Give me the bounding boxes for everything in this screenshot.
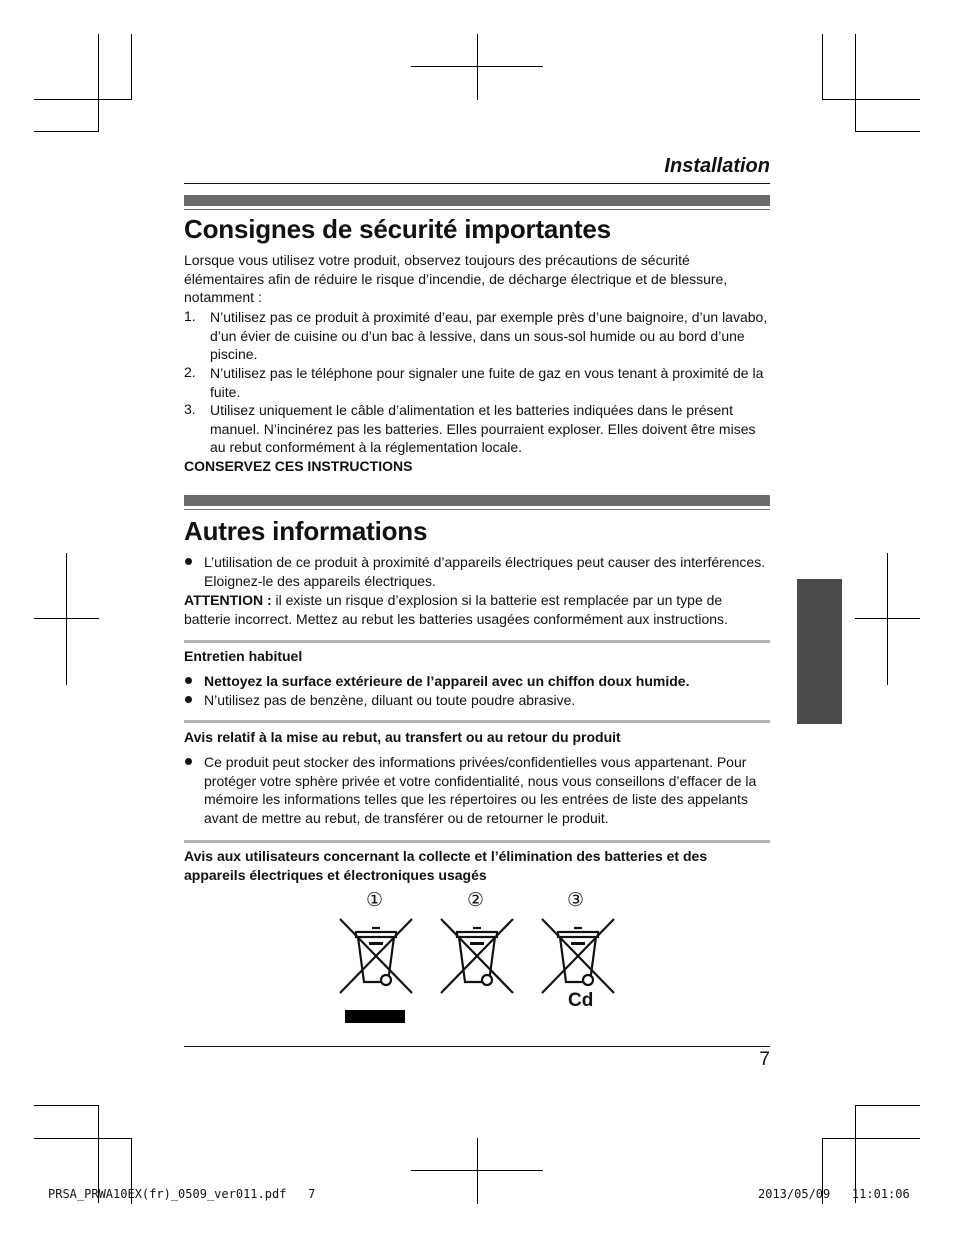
list-number: 1. (184, 308, 196, 324)
attention-text: il existe un risque d’explosion si la batterie est remplacée par un type de batterie incorrect. Mettez au rebut les batteries usagées conformément aux instructions. (184, 592, 728, 627)
attention-label: ATTENTION : (184, 592, 272, 608)
section-label: Installation (664, 155, 770, 177)
batteries-heading: Avis aux utilisateurs concernant la collecte et l’élimination des batteries et des appareils électriques et électroniques usagés (184, 848, 708, 883)
other-bullet: L’utilisation de ce produit à proximité d’appareils électriques peut causer des interférences. Eloignez-le des appareils électriques. (204, 554, 766, 589)
subsection-rule (184, 840, 770, 843)
list-number: 3. (184, 401, 196, 417)
attention-note (184, 591, 770, 628)
page-number: 7 (759, 1049, 770, 1070)
list-item: Utilisez uniquement le câble d’alimentation et les batteries indiquées dans le présent manuel. N’incinérez pas les batteries. Elles pourraient exploser. Elles doivent être mises au rebut conformément à la réglementation locale. (210, 402, 756, 456)
disposal-heading: Avis relatif à la mise au rebut, au transfert ou au retour du produit (184, 729, 621, 745)
chapter-side-tab (797, 579, 842, 724)
list-item: N’utilisez pas ce produit à proximité d’eau, par exemple près d’une baignoire, d’un lavabo, d’un évier de cuisine ou d’un bac à lessive, dans un sous-sol humide ou au bord d’une piscine. (210, 309, 768, 363)
section-bar (184, 195, 770, 206)
bullet-icon (185, 696, 192, 703)
section-rule (184, 509, 770, 510)
crossed-wheelie-bin-icon (437, 916, 517, 996)
footer-rule (184, 1046, 770, 1047)
safety-intro: Lorsque vous utilisez votre produit, observez toujours des précautions de sécurité élémentaires afin de réduire le risque d’incendie, de décharge électrique et de blessure, notamment : (184, 252, 728, 306)
list-item: N’utilisez pas le téléphone pour signaler une fuite de gaz en vous tenant à proximité de la fuite. (210, 365, 764, 400)
header-rule (184, 183, 770, 184)
disposal-bullet: Ce produit peut stocker des informations privées/confidentielles vous appartenant. Pour protéger votre sphère privée et votre confidentialité, nous vous conseillons d’effacer de la mémoire les informations telles que les répertoires ou les entrées de liste des appelants avant de mettre au rebut, de transférer ou de retourner le produit. (204, 754, 757, 826)
maintenance-bullet: Nettoyez la surface extérieure de l’appareil avec un chiffon doux humide. (204, 673, 690, 689)
symbol-number-2: ② (467, 890, 485, 911)
section-rule (184, 209, 770, 210)
crossed-wheelie-bin-icon (336, 916, 416, 996)
keep-instructions: CONSERVEZ CES INSTRUCTIONS (184, 458, 413, 474)
section-bar (184, 495, 770, 506)
print-file-info: PRSA_PRWA10EX(fr)_0509_ver011.pdf 7 (48, 1187, 316, 1201)
maintenance-bullet: N’utilisez pas de benzène, diluant ou toute poudre abrasive. (204, 692, 576, 708)
print-date-info: 2013/05/09 11:01:06 (758, 1187, 910, 1201)
maintenance-heading: Entretien habituel (184, 648, 303, 664)
cadmium-label: Cd (568, 990, 594, 1011)
bullet-icon (185, 558, 192, 565)
subsection-rule (184, 640, 770, 643)
safety-title: Consignes de sécurité importantes (184, 214, 611, 244)
bullet-icon (185, 758, 192, 765)
other-title: Autres informations (184, 516, 428, 546)
symbol-number-3: ③ (567, 890, 585, 911)
subsection-rule (184, 720, 770, 723)
crossed-wheelie-bin-icon (538, 916, 618, 996)
symbol-number-1: ① (366, 890, 384, 911)
black-bar-marker (345, 1010, 405, 1023)
list-number: 2. (184, 364, 196, 380)
bullet-icon (185, 677, 192, 684)
